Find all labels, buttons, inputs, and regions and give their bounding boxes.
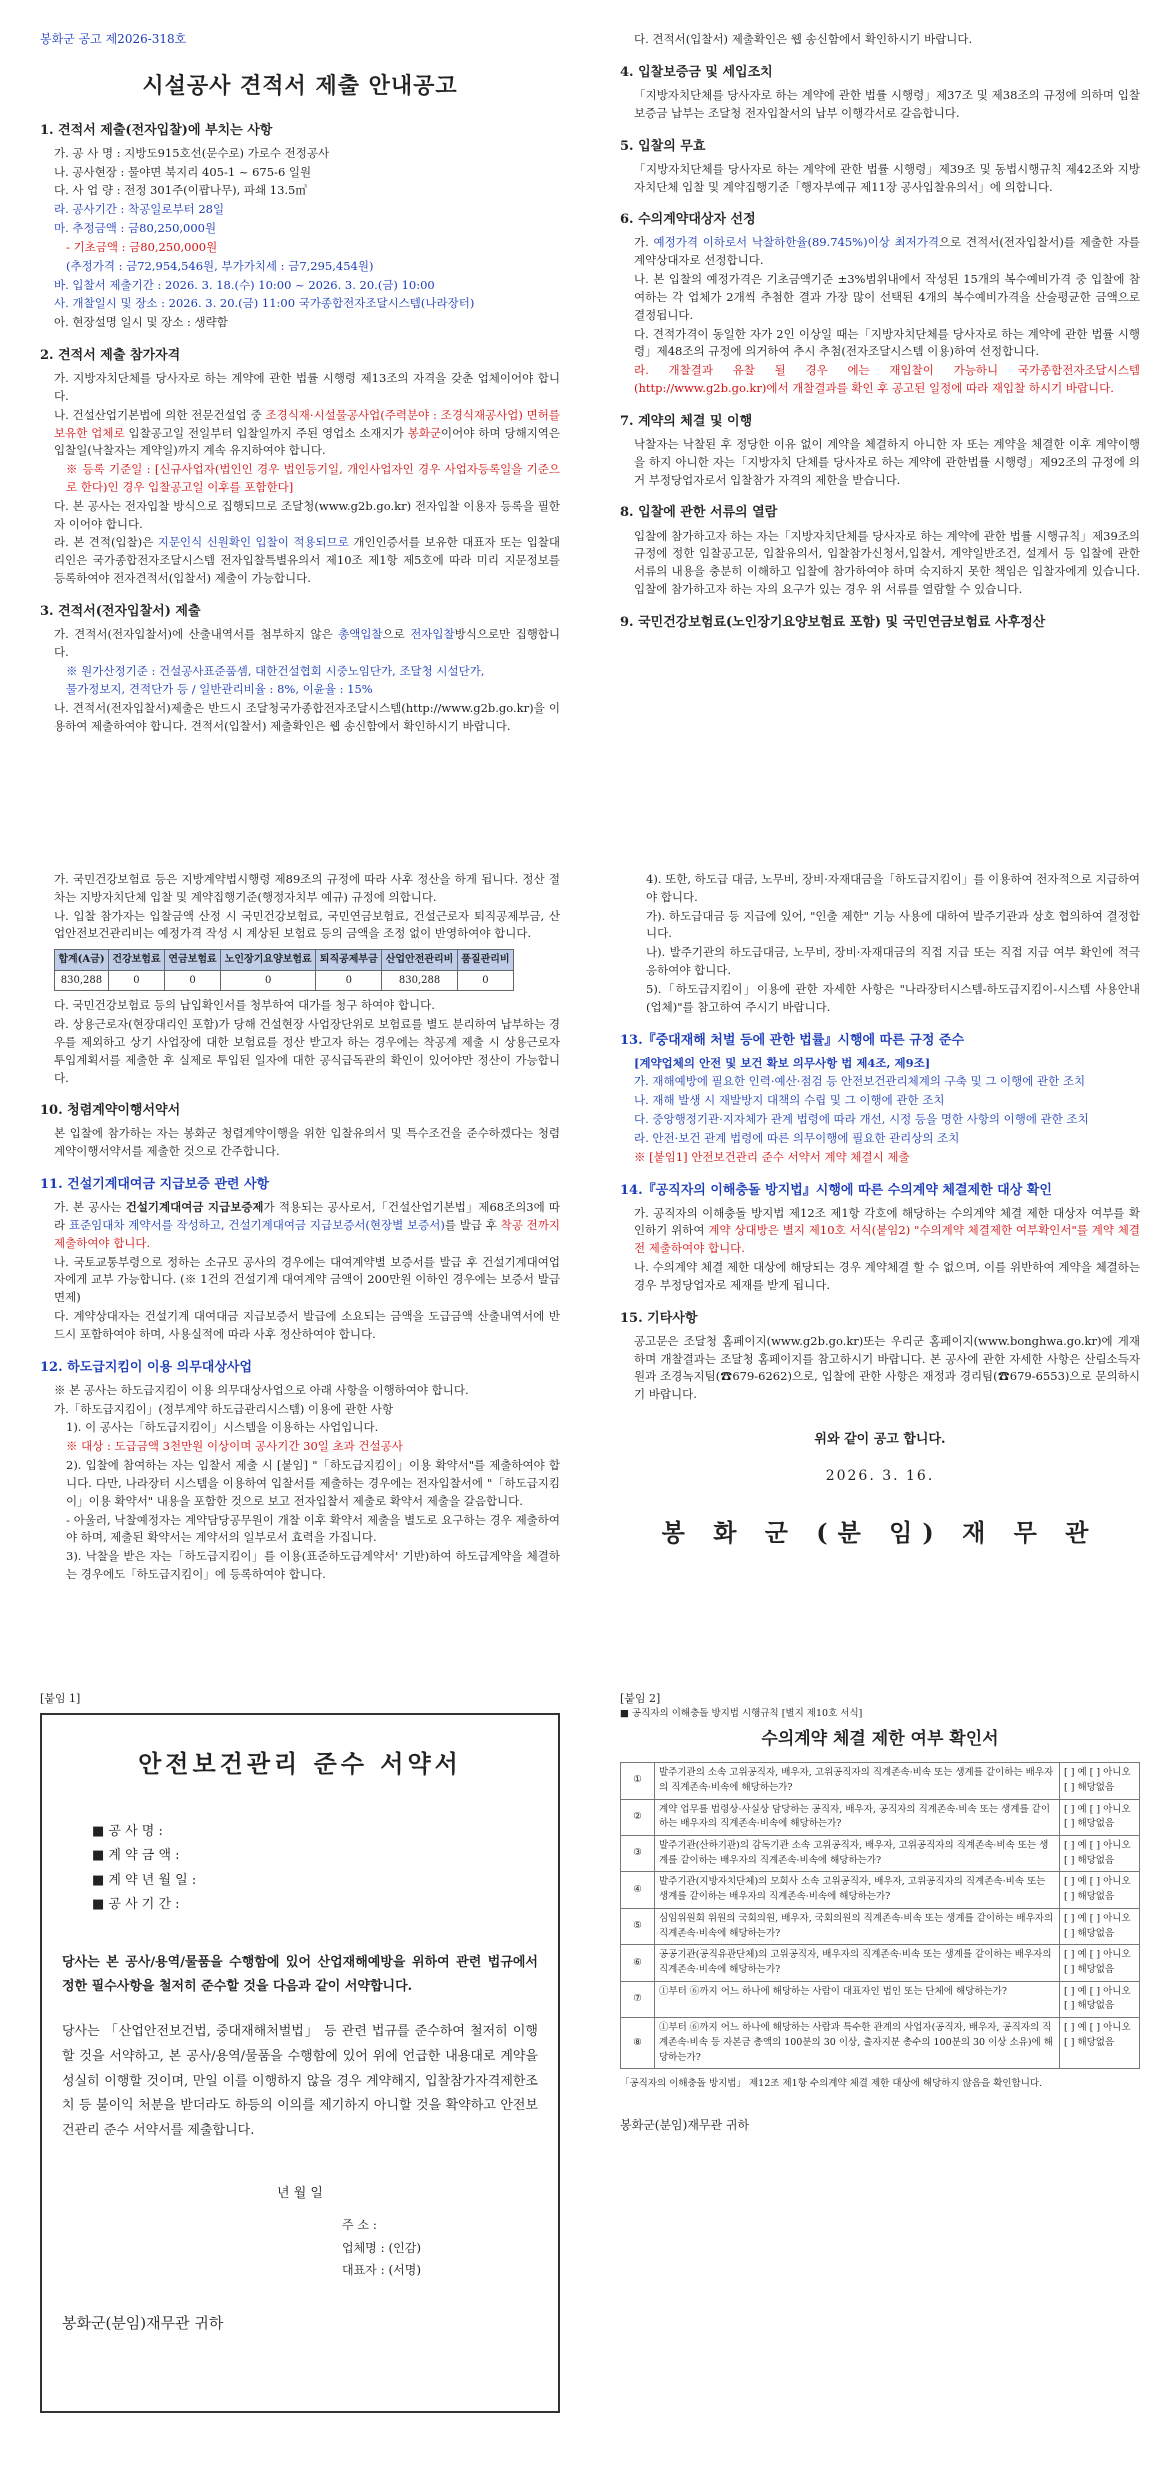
section-3-heading: 3. 견적서(전자입찰서) 제출	[40, 603, 201, 619]
section-1-heading: 1. 견적서 제출(전자입찰)에 부치는 사항	[40, 122, 273, 138]
row-check[interactable]: [ ] 예 [ ] 아니오 [ ] 해당없음	[1060, 1799, 1140, 1835]
form-recipient: 봉화군(분임)재무관 귀하	[620, 2118, 750, 2133]
s9-a: 가. 국민건강보험료 등은 지방계약법시행령 제89조의 규정에 따라 사후 정산을 하게 됩니다. 정산 절차는 지방자치단체 입찰 및 계약집행기준(행정자치부 예규) 규정에 의합니다.	[54, 872, 560, 904]
form-field: ■ 공 사 명 :	[92, 1824, 163, 1840]
s12-a2-note: - 아울러, 낙찰예정자는 계약담당공무원이 개찰 이후 확약서 제출을 별도로 요구하는 경우 제출하여야 하며, 제출된 확약서는 계약서의 일부로서 효력을 가집니다.	[66, 1512, 560, 1545]
section-9-heading: 9. 국민건강보험료(노인장기요양보험료 포함) 및 국민연금보험료 사후정산	[620, 614, 1046, 630]
s4-text: 「지방자치단체를 당사자로 하는 계약에 관한 법률 시행령」제37조 및 제38조의 규정에 의하며 입찰보증금 납부는 조달청 전자입찰서의 납부 이행각서로 갈음합니다.	[634, 87, 1140, 120]
section-2-heading: 2. 견적서 제출 참가자격	[40, 347, 181, 363]
s12-a4a: 가). 하도급대금 등 지급에 있어, "인출 제한" 기능 사용에 대하여 발주기관과 상호 협의하여 결정합니다.	[646, 908, 1140, 941]
form-para: 당사는 본 공사/용역/물품을 수행함에 있어 산업재해예방을 위하여 관련 법규에서 정한 필수사항을 철저히 준수할 것을 다음과 같이 서약합니다.	[62, 1954, 538, 1995]
form-date: 년 월 일	[277, 2185, 323, 2201]
attachment-tag: [붙임 1]	[40, 1692, 81, 1705]
row-question: 심임위원회 위원의 국회의원, 배우자, 국회의원의 직계존속·비속 또는 생계를 같이하는 배우자의 직계존속·비속에 해당하는가?	[655, 1908, 1060, 1944]
check-row	[621, 2018, 1140, 2069]
row-check[interactable]: [ ] 예 [ ] 아니오 [ ] 해당없음	[1060, 1945, 1140, 1981]
s12-a1-note: ※ 대상 : 도급금액 3천만원 이상이며 공사기간 30일 초과 건설공사	[66, 1439, 403, 1454]
row-question: 공공기관(공직유관단체)의 고위공직자, 배우자의 직계존속·비속 또는 생계를 같이하는 배우자의 직계존속·비속에 해당하는가?	[655, 1945, 1060, 1981]
check-table	[620, 1762, 1140, 2069]
s1-item: - 기초금액 : 금80,250,000원	[66, 239, 218, 254]
form-field: ■ 계 약 년 월 일 :	[92, 1872, 197, 1888]
row-check[interactable]: [ ] 예 [ ] 아니오 [ ] 해당없음	[1060, 2018, 1140, 2069]
row-number: ②	[621, 1799, 655, 1835]
row-question: 발주기관(지방자치단체)의 모회사 소속 고위공직자, 배우자, 고위공직자의 직계존속·비속 또는 생계를 같이하는 배우자의 직계존속·비속에 해당하는가?	[655, 1872, 1060, 1908]
row-check[interactable]: [ ] 예 [ ] 아니오 [ ] 해당없음	[1060, 1908, 1140, 1944]
check-row	[621, 1835, 1140, 1871]
s2-b: 나. 건설산업기본법에 의한 전문건설업 중 조경식재·시설물공사업(주력분야 : 조경식재공사업) 면허를 보유한 업체로 입찰공고일 전일부터 입찰일까지 주된 영업소 소재지가 봉화군이어야 하며 당해지역은 입찰일(낙찰자는 계약일)까지 계속 유지하여야 합니다.	[54, 407, 561, 458]
table-header: 산업안전관리비	[382, 950, 458, 971]
notice-number: 봉화군 공고 제2026-318호	[40, 32, 187, 46]
table-cell: 0	[165, 970, 221, 991]
s11-a: 가. 본 공사는 건설기계대여금 지급보증제가 적용되는 공사로서,「건설산업기본법」제68조의3에 따라 표준임대차 계약서를 작성하고, 건설기계대여금 지급보증서(현장별 보증서)를 발급 후 착공 전까지 제출하여야 합니다.	[54, 1200, 561, 1250]
s11-b: 나. 국토교통부령으로 정하는 소규모 공사의 경우에는 대여계약별 보증서를 발급 후 건설기계대여업자에게 교부 가능합니다. (※ 1건의 건설기계 대여계약 금액이 200만원 이하인 경우에는 보증서 발급 면제)	[54, 1254, 560, 1305]
table-cell: 0	[316, 970, 382, 991]
table-header: 퇴직공제부금	[316, 950, 382, 971]
row-question: ①부터 ⑥까지 어느 하나에 해당하는 사람과 특수한 관계의 사업자(공직자, 배우자, 공직자의 직계존속·비속 등 자본금 총액의 100분의 30 이상, 출자지분 총수의 100분의 30 이상 소유)에 해당하는가?	[655, 2018, 1060, 2069]
s12-a1: 1). 이 공사는「하도급지킴이」시스템을 이용하는 사업입니다.	[66, 1420, 379, 1435]
row-number: ⑤	[621, 1908, 655, 1944]
check-row	[621, 1945, 1140, 1981]
table-header: 품질관리비	[457, 950, 513, 971]
form-field: ■ 공 사 기 간 :	[92, 1896, 180, 1912]
s14-a: 가. 공직자의 이해충돌 방지법 제12조 제1항 각호에 해당하는 수의계약 체결 제한 대상자 여부를 확인하기 위하여 계약 상대방은 별지 제10호 서식(붙임2) "수의계약 체결제한 여부확인서"를 계약 체결 전 제출하여야 합니다.	[634, 1205, 1141, 1256]
closing-date: 2026. 3. 16.	[825, 1468, 935, 1485]
form-recipient: 봉화군(분임)재무관 귀하	[62, 2314, 224, 2333]
form-footnote: 「공직자의 이해충돌 방지법」 제12조 제1항 수의계약 체결 제한 대상에 해당하지 않음을 확인합니다.	[620, 2078, 1043, 2090]
table-header: 연금보험료	[165, 950, 221, 971]
form-sign: 주 소 :	[342, 2217, 377, 2232]
s15-text: 공고문은 조달청 홈페이지(www.g2b.go.kr)또는 우리군 홈페이지(www.bonghwa.go.kr)에 게재하며 개찰결과는 조달청 홈페이지를 참고하시기 바랍니다. 본 공사에 관한 자세한 사항은 산림소득자원과 조경녹지팀(☎679-6262)으로, 입찰에 관한 사항은 재정과 경리팀(☎679-6553)으로 문의하시기 바랍니다.	[634, 1333, 1140, 1402]
section-6-heading: 6. 수의계약대상자 선정	[620, 212, 756, 228]
column-1	[40, 30, 560, 737]
s2-note: ※ 등록 기준일 : [신규사업자(법인인 경우 법인등기일, 개인사업자인 경우 사업자등록일을 기준으로 한다)인 경우 입찰공고일 이후를 포함한다]	[66, 462, 560, 494]
s12-a2: 2). 입찰에 참여하는 자는 입찰서 제출 시 [붙임] "「하도급지킴이」이용 확약서"를 제출하여야 합니다. 다만, 나라장터 시스템을 이용하여 입찰서를 제출하는 경우에는 전자입찰서에 "「하도급지킴이」이용 확약서" 내용을 포함한 것으로 보고 전자입찰서 제출로 확약서 제출을 갈음합니다.	[66, 1458, 560, 1508]
table-cell: 830,288	[55, 970, 109, 991]
s13-line: 나. 재해 발생 시 재발방지 대책의 수립 및 그 이행에 관한 조치	[634, 1093, 945, 1108]
s6-c: 다. 견적가격이 동일한 자가 2인 이상일 때는「지방자치단체를 당사자로 하는 계약에 관한 법률 시행령」제48조의 규정에 의거하여 추시 추첨(전자조달시스템 이용)하여 선정합니다.	[634, 326, 1140, 359]
form-title: 수의계약 체결 제한 여부 확인서	[761, 1728, 999, 1749]
column-3	[40, 870, 560, 1585]
s13-line: 다. 중앙행정기관·지자체가 관계 법령에 따라 개선, 시정 등을 명한 사항의 이행에 관한 조치	[634, 1112, 1089, 1127]
closing	[620, 1430, 1140, 1551]
row-number: ⑦	[621, 1981, 655, 2017]
issuer: 봉 화 군 (분 임) 재 무 관	[661, 1517, 1099, 1547]
s1-item: 바. 입찰서 제출기간 : 2026. 3. 18.(수) 10:00 ~ 2026. 3. 20.(금) 10:00	[54, 277, 435, 292]
check-row	[621, 1908, 1140, 1944]
s9-d: 라. 상용근로자(현장대리인 포함)가 당해 건설현장 사업장단위로 보험료를 별도 분리하여 납부하는 경우를 제외하고 상기 사업장에 대한 보험료를 정산 받고자 하는 경우에는 착공계 제출 시 상용근로자 투입계획서를 제출한 후 실제로 투입된 일자에 대한 공식급독관의 확인이 있어야만 정산이 가능합니다.	[54, 1017, 560, 1085]
section-10-heading: 10. 청렴계약이행서약서	[40, 1103, 181, 1119]
insurance-table	[54, 949, 514, 991]
table-cell: 830,288	[382, 970, 458, 991]
s11-c: 다. 계약상대자는 건설기계 대여대금 지급보증서 발급에 소요되는 금액을 도급금액 산출내역서에 반드시 포함하여야 하며, 사용실적에 따라 사후 정산하여야 합니다.	[54, 1309, 560, 1341]
safety-pledge-form	[40, 1713, 560, 2413]
form-sign: 업체명 : (인감)	[342, 2240, 421, 2255]
attachment-2	[620, 1690, 1140, 2135]
section-15-heading: 15. 기타사항	[620, 1310, 698, 1326]
check-row	[621, 1981, 1140, 2017]
s2-a: 가. 지방자치단체를 당사자로 하는 계약에 관한 법률 시행령 제13조의 자격을 갖춘 업체이어야 합니다.	[54, 371, 560, 403]
row-number: ③	[621, 1835, 655, 1871]
s1-item: 사. 개찰일시 및 장소 : 2026. 3. 20.(금) 11:00 국가종합전자조달시스템(나라장터)	[54, 296, 475, 311]
s1-item: 다. 사 업 량 : 전정 301주(이팝나무), 파쇄 13.5㎥	[54, 183, 307, 198]
s12-a3: 3). 낙찰을 받은 자는「하도급지킴이」를 이용(표준하도급계약서' 기반)하여 하도급계약을 체결하는 경우에도「하도급지킴이」에 등록하여야 합니다.	[66, 1549, 560, 1581]
s12-a4: 4). 또한, 하도급 대금, 노무비, 장비·자재대금을「하도급지킴이」를 이용하여 전자적으로 지급하여야 합니다.	[646, 872, 1140, 904]
table-cell: 0	[108, 970, 164, 991]
row-number: ⑧	[621, 2018, 655, 2069]
s6-a: 가. 예정가격 이하로서 낙찰하한율(89.745%)이상 최저가격으로 견적서(전자입찰서)를 제출한 자를 계약상대자로 선정합니다.	[634, 235, 1140, 268]
row-question: 발주기관(산하기관)의 감독기관 소속 고위공직자, 배우자, 고위공직자의 직계존속·비속 또는 생계를 같이하는 배우자의 직계존속·비속에 해당하는가?	[655, 1835, 1060, 1871]
section-12-heading: 12. 하도급지킴이 이용 의무대상사업	[40, 1359, 253, 1375]
row-question: ①부터 ⑥까지 어느 하나에 해당하는 사람이 대표자인 법인 또는 단체에 해당하는가?	[655, 1981, 1060, 2017]
s2-c: 다. 본 공사는 전자입찰 방식으로 집행되므로 조달청(www.g2b.go.kr) 전자입찰 이용자 등록을 필한 자 이어야 합니다.	[54, 498, 560, 531]
row-check[interactable]: [ ] 예 [ ] 아니오 [ ] 해당없음	[1060, 1835, 1140, 1871]
row-number: ⑥	[621, 1945, 655, 1981]
table-header: 노인장기요양보험료	[221, 950, 316, 971]
s12-a5: 5).「하도급지킴이」이용에 관한 자세한 사항은 "나라장터시스템-하도급지킴이-시스템 사용안내(업체)"를 참고하여 주시기 바랍니다.	[646, 981, 1140, 1014]
attachment-1	[40, 1690, 560, 2413]
s14-b: 나. 수의계약 체결 제한 대상에 해당되는 경우 계약체결 할 수 없으며, 이를 위반하여 계약을 체결하는 경우 부정당업자로 제재를 받게 됩니다.	[634, 1260, 1140, 1292]
page-title: 시설공사 견적서 제출 안내공고	[142, 72, 458, 99]
form-sign: 대표자 : (서명)	[342, 2263, 421, 2278]
section-14-heading: 14.『공직자의 이해충돌 방지법』시행에 따른 수의계약 체결제한 대상 확인	[620, 1182, 1052, 1198]
form-para: 당사는 「산업안전보건법, 중대재해처벌법」 등 관련 법규를 준수하여 철저히 이행할 것을 서약하고, 본 공사/용역/물품을 수행함에 있어 위에 언급한 내용대로 계약을 성실히 이행할 것이며, 만일 이를 이행하지 않을 경우 계약해지, 입찰참가자격제한조치 등 불이익 처분을 받더라도 하등의 이의를 제기하지 아니할 것을 확약하고 안전보건관리 준수 서약서를 제출합니다.	[62, 2024, 538, 2138]
s1-item: 가. 공 사 명 : 지방도915호선(문수로) 가로수 전정공사	[54, 145, 330, 160]
table-cell: 0	[457, 970, 513, 991]
section-4-heading: 4. 입찰보증금 및 세입조치	[620, 64, 773, 80]
check-row	[621, 1799, 1140, 1835]
column-2	[620, 30, 1140, 637]
form-subtitle: ■ 공직자의 이해충돌 방지법 시행규칙 [별지 제10호 서식]	[620, 1708, 863, 1720]
s9-c: 다. 국민건강보험료 등의 납입확인서를 청부하여 대가를 청구 하여야 합니다.	[54, 998, 435, 1013]
table-cell: 0	[221, 970, 316, 991]
check-row	[621, 1872, 1140, 1908]
column-4	[620, 870, 1140, 1551]
s1-item: 마. 추정금액 : 금80,250,000원	[54, 221, 217, 236]
s3-b: 나. 견적서(전자입찰서)제출은 반드시 조달청국가종합전자조달시스템(http://www.g2b.go.kr)을 이용하여 제출하여야 합니다. 견적서(입찰서) 제출확인은 웹 송신함에서 확인하시기 바랍니다.	[54, 701, 560, 734]
s13-line: ※ [붙임1] 안전보건관리 준수 서약서 계약 체결시 제출	[634, 1149, 910, 1164]
row-number: ①	[621, 1763, 655, 1799]
closing-line: 위와 같이 공고 합니다.	[814, 1432, 946, 1448]
s12-a: 가.「하도급지킴이」(정부계약 하도급관리시스템) 이용에 관한 사항	[54, 1401, 394, 1416]
check-row	[621, 1763, 1140, 1799]
table-header: 합계(A금)	[55, 950, 109, 971]
row-check[interactable]: [ ] 예 [ ] 아니오 [ ] 해당없음	[1060, 1981, 1140, 2017]
form-field: ■ 계 약 금 액 :	[92, 1848, 180, 1864]
s3-a: 가. 견적서(전자입찰서)에 산출내역서를 첨부하지 않은 총액입찰으로 전자입찰방식으로만 집행합니다.	[54, 626, 561, 659]
s2-d: 라. 본 견적(입찰)은 지문인식 신원확인 입찰이 적용되므로 개인인증서를 보유한 대표자 또는 입찰대리인은 국가종합전자조달시스템 전자입찰특별유의서 제10조 제1항 제5호에 따라 미리 지문정보를 등록하여야 전자견적서(입찰서) 제출이 가능합니다.	[54, 535, 561, 586]
s7-text: 낙찰자는 낙찰된 후 정당한 이유 없이 계약을 체결하지 아니한 자 또는 계약을 체결한 이후 계약이행을 하지 아니한 자는「지방자치 단체를 당사자로 하는 계약에 관한법률 시행령」제92조의 규정에 의거 부정당업자로서 입찰참가 자격의 제한을 받습니다.	[634, 436, 1140, 487]
s1-item: 아. 현장설명 일시 및 장소 : 생략함	[54, 315, 228, 330]
section-8-heading: 8. 입찰에 관한 서류의 열람	[620, 505, 778, 521]
section-5-heading: 5. 입찰의 무효	[620, 138, 706, 154]
s5-text: 「지방자치단체를 당사자로 하는 계약에 관한 법률 시행령」제39조 및 동법시행규칙 제42조와 지방자치단체 입찰 및 계약집행기준「행자부예규 제11장 공사입찰유의서」에 의합니다.	[634, 161, 1140, 194]
attachment-tag: [붙임 2]	[620, 1692, 661, 1705]
s3-c: 다. 견적서(입찰서) 제출확인은 웹 송신함에서 확인하시기 바랍니다.	[634, 32, 973, 46]
row-question: 계약 업무를 법령상·사실상 담당하는 공직자, 배우자, 공직자의 직계존속·비속 또는 생계를 같이하는 배우자의 직계존속·비속에 해당하는가?	[655, 1799, 1060, 1835]
row-number: ④	[621, 1872, 655, 1908]
s1-item: (추정가격 : 금72,954,546원, 부가가치세 : 금7,295,454원)	[66, 258, 374, 273]
s10-text: 본 입찰에 참가하는 자는 봉화군 청렴계약이행을 위한 입찰유의서 및 특수조건을 준수하겠다는 청렴계약이행서약서를 제출한 것으로 간주합니다.	[54, 1126, 560, 1159]
row-question: 발주기관의 소속 고위공직자, 배우자, 고위공직자의 직계존속·비속 또는 생계를 같이하는 배우자의 직계존속·비속에 해당하는가?	[655, 1763, 1060, 1799]
s6-b: 나. 본 입찰의 예정가격은 기초금액기준 ±3%범위내에서 작성된 15개의 복수예비가격 중 입찰에 참여하는 각 업체가 2개씩 추첨한 결과 가장 많이 선택된 4개의 복수예비가격을 산술평균한 금액으로 결정됩니다.	[634, 272, 1140, 322]
row-check[interactable]: [ ] 예 [ ] 아니오 [ ] 해당없음	[1060, 1763, 1140, 1799]
section-11-heading: 11. 건설기계대여금 지급보증 관련 사항	[40, 1177, 270, 1193]
s12-note: ※ 본 공사는 하도급지킴이 이용 의무대상사업으로 아래 사항을 이행하여야 합니다.	[54, 1382, 469, 1397]
s9-b: 나. 입찰 참가자는 입찰금액 산정 시 국민건강보험료, 국민연금보험료, 건설근로자 퇴직공제부금, 산업안전보건관리비는 예정가격 작성 시 계상된 보험료 등의 금액을 조정 없이 반영하여야 합니다.	[54, 908, 560, 941]
section-7-heading: 7. 계약의 체결 및 이행	[620, 413, 753, 429]
s6-d: 라. 개찰결과 유찰 될 경우 에는 재입찰이 가능하니 국가종합전자조달시스템(http://www.g2b.go.kr)에서 개찰결과를 확인 후 공고된 일정에 따라 재입찰 하시기 바랍니다.	[634, 363, 1140, 395]
section-13-heading: 13.『중대재해 처벌 등에 관한 법률』시행에 따른 규정 준수	[620, 1032, 965, 1048]
s1-item: 라. 공사기간 : 착공일로부터 28일	[54, 202, 225, 217]
s13-line: 가. 재해예방에 필요한 인력·예산·점검 등 안전보건관리체계의 구축 및 그 이행에 관한 조치	[634, 1074, 1086, 1089]
s3-note: ※ 원가산정기준 : 건설공사표준품셈, 대한건설협회 시중노임단가, 조달청 시설단가,	[66, 663, 485, 678]
s12-a4b: 나). 발주기관의 하도급대금, 노무비, 장비·자재대금의 직접 지급 또는 직접 지급 여부 확인에 적극 응하여야 합니다.	[646, 945, 1140, 978]
s13-line: [계약업체의 안전 및 보건 확보 의무사항 법 제4조, 제9조]	[634, 1055, 931, 1070]
table-header: 건강보험료	[108, 950, 164, 971]
s1-item: 나. 공사현장 : 물야면 북지리 405-1 ~ 675-6 일원	[54, 164, 312, 179]
row-check[interactable]: [ ] 예 [ ] 아니오 [ ] 해당없음	[1060, 1872, 1140, 1908]
form-title: 안전보건관리 준수 서약서	[138, 1749, 462, 1779]
s8-text: 입찰에 참가하고자 하는 자는「지방자치단체를 당사자로 하는 계약에 관한 법률 시행규칙」제39조의 규정에 정한 입찰공고문, 입찰유의서, 입찰참가신청서,입찰서, 계약일반조건, 설계서 등 입찰에 관한 서류의 내용을 충분히 이해하고 입찰에 참가하여야 하며 숙지하지 못한 책임은 입찰자에게 있습니다. 입찰에 참가하고자 하는 자의 요구가 있는 경우 위 서류를 열람할 수 있습니다.	[634, 528, 1140, 596]
s13-line: 라. 안전·보건 관계 법령에 따른 의무이행에 필요한 관리상의 조치	[634, 1130, 960, 1145]
s3-note: 물가정보지, 견적단가 등 / 일반관리비율 : 8%, 이윤율 : 15%	[66, 682, 373, 697]
